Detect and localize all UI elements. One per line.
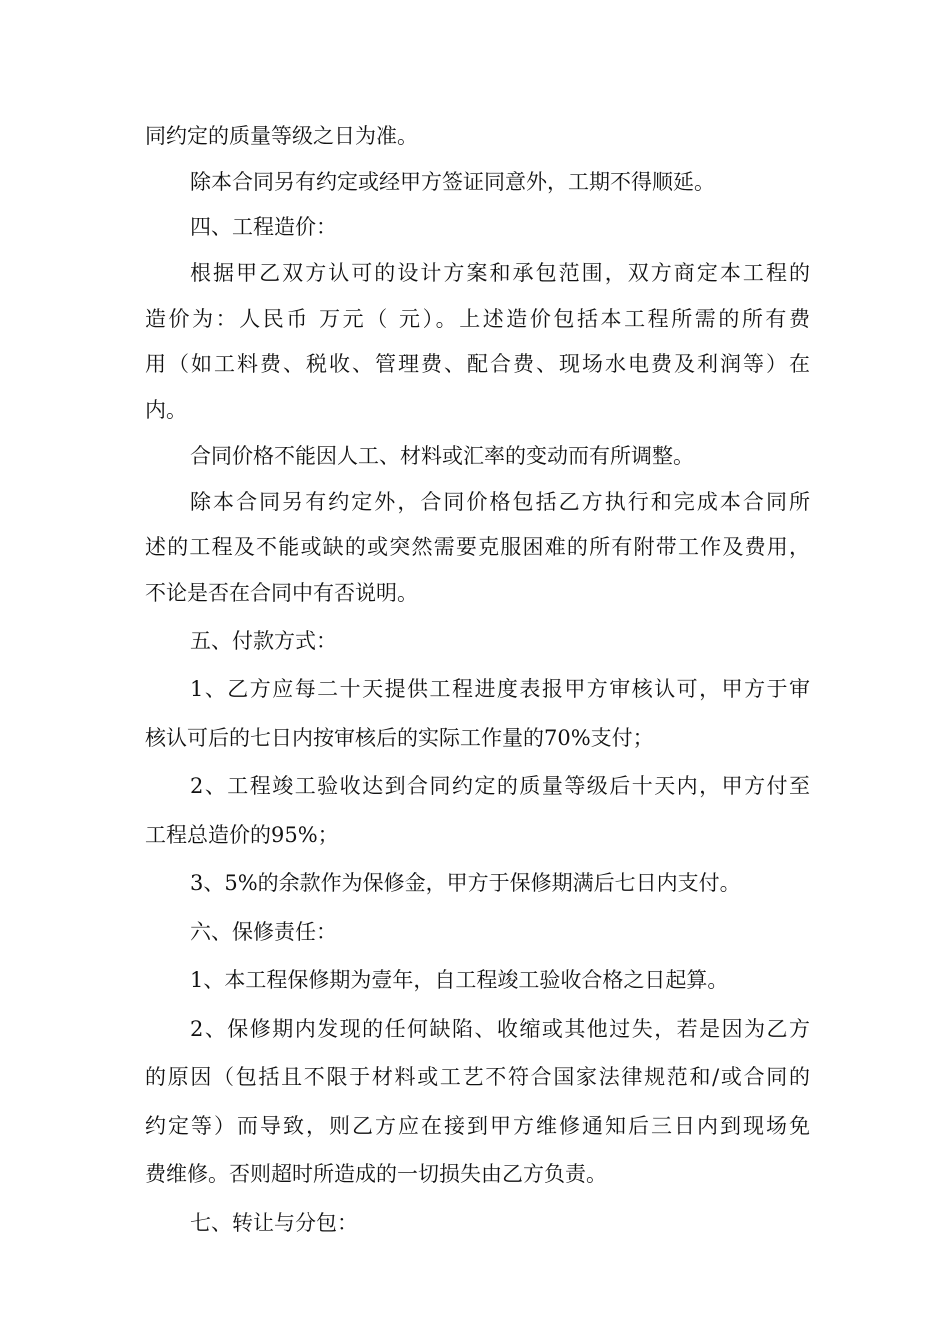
paragraph-line: 约定等）而导致，则乙方应在接到甲方维修通知后三日内到现场免 bbox=[145, 1113, 810, 1138]
paragraph-line: 费维修。否则超时所造成的一切损失由乙方负责。 bbox=[145, 1162, 607, 1187]
paragraph-line: 除本合同另有约定外，合同价格包括乙方执行和完成本合同所 bbox=[190, 489, 810, 514]
paragraph-line: 核认可后的七日内按审核后的实际工作量的70%支付； bbox=[145, 725, 654, 750]
paragraph-line: 除本合同另有约定或经甲方签证同意外，工期不得顺延。 bbox=[190, 169, 715, 194]
paragraph-line: 2、保修期内发现的任何缺陷、收缩或其他过失，若是因为乙方 bbox=[190, 1016, 810, 1041]
paragraph-line: 述的工程及不能或缺的或突然需要克服困难的所有附带工作及费用， bbox=[145, 535, 810, 560]
paragraph-line: 造价为：人民币 万元（ 元）。上述造价包括本工程所需的所有费 bbox=[145, 306, 810, 331]
document-body bbox=[145, 114, 810, 1247]
section-heading: 六、保修责任： bbox=[190, 919, 337, 944]
paragraph-line: 根据甲乙双方认可的设计方案和承包范围，双方商定本工程的 bbox=[190, 261, 810, 286]
paragraph-line: 不论是否在合同中有否说明。 bbox=[145, 580, 418, 605]
paragraph-line: 合同价格不能因人工、材料或汇率的变动而有所调整。 bbox=[190, 443, 694, 468]
paragraph-line: 3、5%的余款作为保修金，甲方于保修期满后七日内支付。 bbox=[190, 871, 741, 896]
paragraph-line: 同约定的质量等级之日为准。 bbox=[145, 124, 418, 148]
paragraph-line: 内。 bbox=[145, 398, 187, 423]
paragraph-line: 用（如工料费、税收、管理费、配合费、现场水电费及利润等）在 bbox=[145, 352, 810, 377]
paragraph-line: 工程总造价的95%； bbox=[145, 822, 339, 847]
section-heading: 五、付款方式： bbox=[190, 628, 337, 653]
paragraph-line: 1、本工程保修期为壹年，自工程竣工验收合格之日起算。 bbox=[190, 968, 729, 993]
section-heading: 七、转让与分包： bbox=[190, 1210, 358, 1235]
paragraph-line: 1、乙方应每二十天提供工程进度表报甲方审核认可，甲方于审 bbox=[190, 677, 810, 702]
paragraph-line: 2、工程竣工验收达到合同约定的质量等级后十天内，甲方付至 bbox=[190, 774, 810, 799]
paragraph-line: 的原因（包括且不限于材料或工艺不符合国家法律规范和/或合同的 bbox=[145, 1065, 810, 1090]
section-heading: 四、工程造价： bbox=[190, 215, 337, 240]
